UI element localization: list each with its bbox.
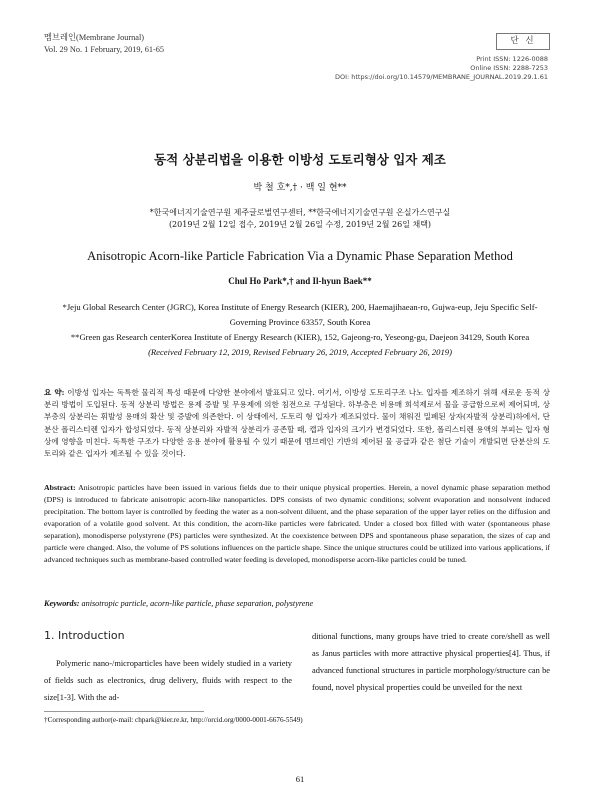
korean-abstract-text: 이방성 입자는 독특한 물리적 특성 때문에 다양한 분야에서 발표되고 있다. 여기서, 이방성 도토리구조 나노 입자를 제조하기 위해 새로운 동적 상분리 방법이 도입된다. 동적 상분리 방법은 용제 증발 및 무용제에 의한 침전으로 구성된다. 하부층은 비용매 희석제로서 물을 공급함으로써 제어되며, 상부층의 상분리는 휘발성 용매의 확산 및 증발에 의존한다. 이 상태에서, 도토리 형 입자가 제조되었다. 물이 채워진 밀폐된 상자(자발적 상분리)하에서, 단분산 폴리스티렌 입자가 합성되었다. 동적 상분리와 자발적 상분리가 공존할 때, 캡과 입자의 크기가 변경되었다. 또한, 폴리스티렌 용액의 부피는 입자 형상에 영향을 미친다. 독특한 구조가 다양한 응용 분야에 활용될 수 있기 때문에 멤브레인 기반의 제어된 물 공급과 같은 첨단 기술이 개발되면 단분산의 도토리와 같은 입자가 제조될 수 있을 것이다. xyxy=(44,388,550,459)
volume-info: Vol. 29 No. 1 February, 2019, 61-65 xyxy=(44,45,165,54)
korean-dates: (2019년 2월 12일 접수, 2019년 2월 26일 수정, 2019년 2월 26일 채택) xyxy=(168,220,432,229)
english-abstract-label: Abstract: xyxy=(44,483,76,492)
section-heading: 1. Introduction xyxy=(44,629,125,642)
korean-affiliation-block xyxy=(0,207,600,231)
english-affiliation-2: **Green gas Research centerKorea Institute of Energy Research (KIER), 152, Gajeong-ro, Yeseong-gu, Daejeon 34129, South Korea xyxy=(70,332,530,342)
journal-name: 멤브레인(Membrane Journal) xyxy=(44,33,145,42)
article-type-badge: 단 신 xyxy=(496,33,550,50)
english-affiliation-1: *Jeju Global Research Center (JGRC), Korea Institute of Energy Research (KIER), 200, Haemajihaean-ro, Gujwa-eup, Jeju Specific Self-Governing Province 63357, South Korea xyxy=(62,302,538,327)
print-issn: Print ISSN: 1226-0088 xyxy=(476,55,548,63)
intro-column-1: Polymeric nano-/microparticles have been widely studied in a variety of fields such as electronics, drug delivery, fluids with respect to the size[1-3]. With the ad- xyxy=(44,659,292,702)
doi-link[interactable]: DOI: https://doi.org/10.14579/MEMBRANE_JOURNAL.2019.29.1.61 xyxy=(334,73,548,81)
english-title: Anisotropic Acorn-like Particle Fabrication Via a Dynamic Phase Separation Method xyxy=(87,249,513,263)
issn-block xyxy=(335,55,548,82)
korean-title: 동적 상분리법을 이용한 이방성 도토리형상 입자 제조 xyxy=(154,152,446,167)
korean-affiliation: *한국에너지기술연구원 제주글로벌연구센터, **한국에너지기술연구원 온실가스연구실 xyxy=(149,208,451,217)
received-dates: (Received February 12, 2019, Revised February 26, 2019, Accepted February 26, 2019) xyxy=(148,347,452,357)
english-affiliation-block xyxy=(60,300,540,360)
korean-abstract-label: 요 약: xyxy=(44,388,65,397)
english-authors: Chul Ho Park*,† and Il-hyun Baek** xyxy=(228,276,372,286)
keywords-text: anisotropic particle, acorn-like particle, phase separation, polystyrene xyxy=(81,599,314,608)
korean-authors: 박 철 호*,† · 백 일 현** xyxy=(253,183,347,193)
korean-abstract xyxy=(44,387,550,460)
english-abstract xyxy=(44,482,550,566)
online-issn: Online ISSN: 2288-7253 xyxy=(470,64,548,72)
keywords-label: Keywords: xyxy=(44,599,80,608)
footnote: †Corresponding author(e-mail: chpark@kier.re.kr, http://orcid.org/0000-0001-6676-5549) xyxy=(44,716,303,724)
english-abstract-text: Anisotropic particles have been issued in various fields due to their unique physical properties. Herein, a novel dynamic phase separation method (DPS) is introduced to fabricate anisotropic acorn-like nanoparticles. DPS consists of two dynamic conditions; solvent evaporation and nonsolvent induced precipitation. The bottom layer is controlled by feeding the water as a non-solvent diluent, and the phase separation of the upper layer relies on the diffusion and evaporation of a volatile good solvent. At this condition, the acorn-like particles were fabricated. Under a closed box filled with water (spontaneous phase separation), monodisperse polystyrene (PS) particles were synthesized. At the coexistence between DPS and spontaneous phase separation, the sizes of cap and particle were changed. Also, the volume of PS solutions influences on the particle shape. Since the unique structures could be utilized into various applications, if advanced techniques such as membrane-based controlled water feeding is developed, monodisperse acorn-like particles could be tuned. xyxy=(44,483,550,564)
keywords xyxy=(44,599,550,608)
page-number: 61 xyxy=(295,774,305,784)
intro-column-2: ditional functions, many groups have tried to create core/shell as well as Janus particles with more attractive physical properties[4]. Thus, if advanced functional structures in particle morphology/structure can be found, novel physical properties could be unveiled for the next xyxy=(312,632,550,692)
journal-header xyxy=(44,32,164,56)
footnote-divider xyxy=(44,711,204,712)
